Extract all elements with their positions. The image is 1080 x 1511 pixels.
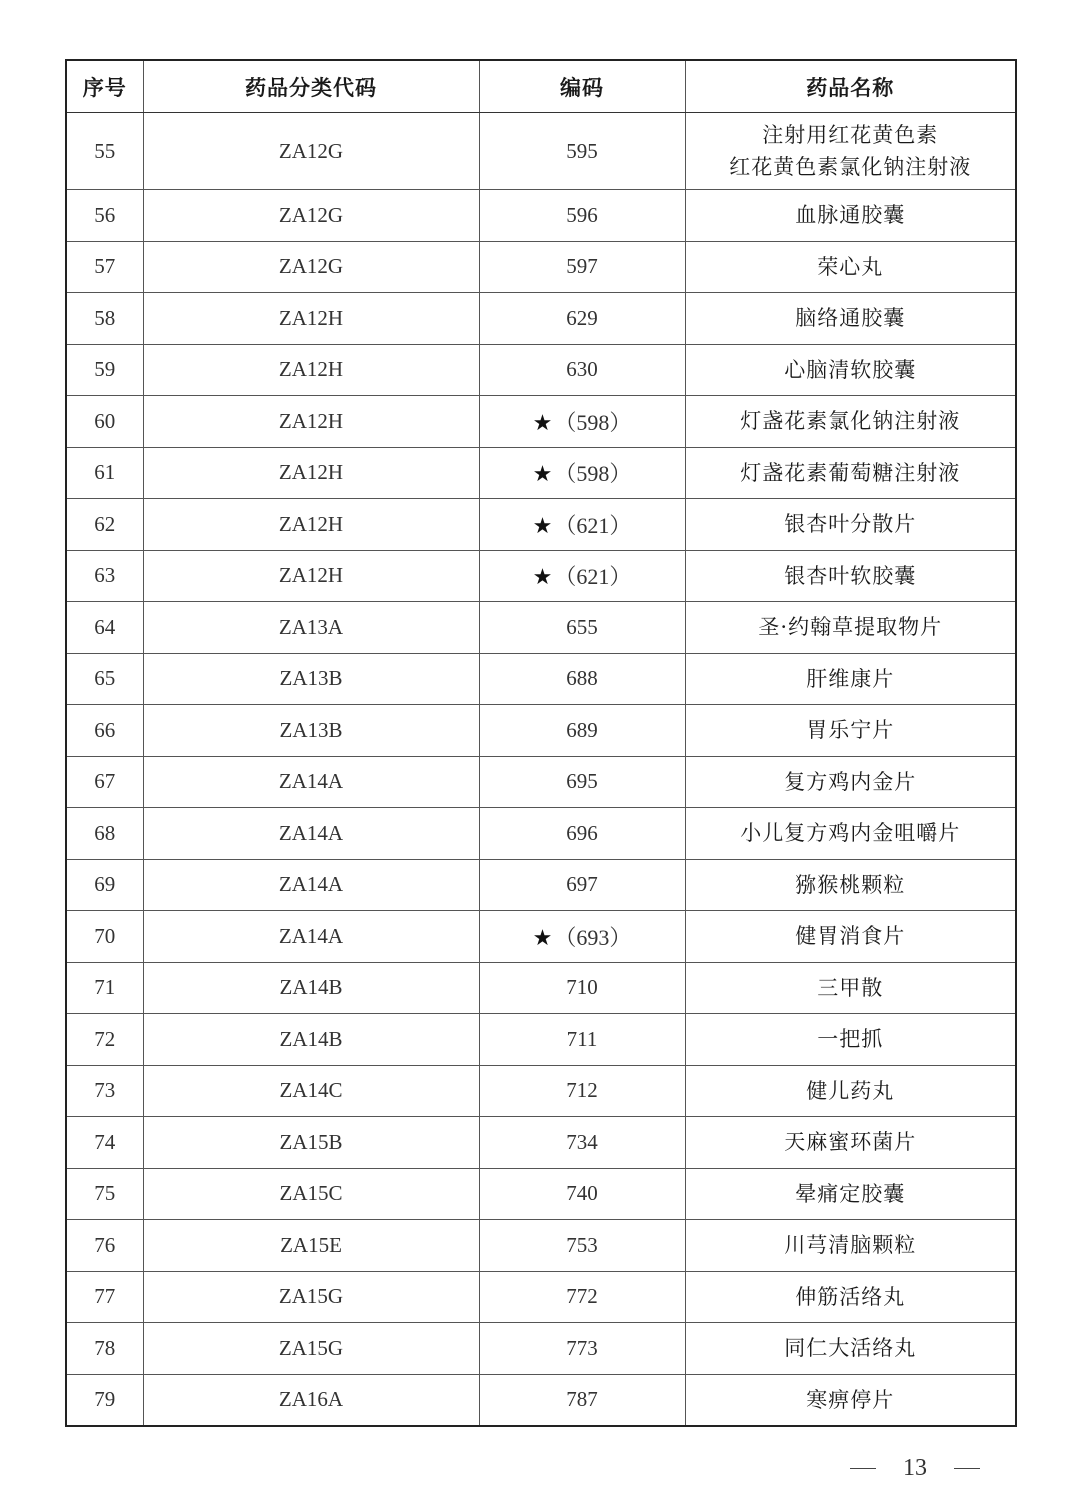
star-icon: ★ bbox=[532, 513, 553, 539]
cell-drug-name bbox=[685, 808, 1016, 860]
drug-name-line: 晕痛定胶囊 bbox=[795, 1181, 906, 1206]
drug-name-line: 天麻蜜环菌片 bbox=[784, 1130, 917, 1155]
cell-serial-number: 61 bbox=[66, 447, 143, 499]
cell-category-code: ZA15B bbox=[143, 1117, 479, 1169]
cell-drug-name bbox=[685, 1374, 1016, 1426]
table-header-row bbox=[66, 60, 1016, 113]
cell-serial-number: 64 bbox=[66, 602, 143, 654]
cell-drug-name bbox=[685, 602, 1016, 654]
right-dash bbox=[954, 1468, 980, 1469]
table-row bbox=[66, 1271, 1016, 1323]
page-number-footer bbox=[850, 1450, 980, 1486]
cell-serial-number: 78 bbox=[66, 1323, 143, 1375]
cell-code: 740 bbox=[479, 1168, 685, 1220]
cell-drug-name bbox=[685, 1065, 1016, 1117]
table-row bbox=[66, 1323, 1016, 1375]
table-row bbox=[66, 1014, 1016, 1066]
code-value: （693） bbox=[554, 924, 632, 950]
cell-drug-name bbox=[685, 550, 1016, 602]
cell-category-code: ZA15G bbox=[143, 1271, 479, 1323]
drug-name-line: 健儿药丸 bbox=[806, 1078, 895, 1103]
table-row bbox=[66, 1168, 1016, 1220]
cell-drug-name bbox=[685, 190, 1016, 242]
cell-category-code: ZA16A bbox=[143, 1374, 479, 1426]
cell-serial-number: 62 bbox=[66, 499, 143, 551]
cell-serial-number: 73 bbox=[66, 1065, 143, 1117]
drug-name-line: 脑络通胶囊 bbox=[795, 306, 906, 331]
code-value: （621） bbox=[554, 512, 632, 538]
cell-drug-name bbox=[685, 1220, 1016, 1272]
cell-code: 697 bbox=[479, 859, 685, 911]
code-value: （598） bbox=[554, 461, 632, 487]
cell-drug-name bbox=[685, 447, 1016, 499]
cell-category-code: ZA14A bbox=[143, 808, 479, 860]
cell-code bbox=[479, 550, 685, 602]
cell-category-code: ZA13B bbox=[143, 705, 479, 757]
cell-serial-number: 67 bbox=[66, 756, 143, 808]
cell-code bbox=[479, 396, 685, 448]
cell-serial-number: 68 bbox=[66, 808, 143, 860]
drug-name-line: 肝维康片 bbox=[806, 666, 895, 691]
star-icon: ★ bbox=[532, 410, 553, 436]
cell-code: 773 bbox=[479, 1323, 685, 1375]
drug-name-line: 荣心丸 bbox=[817, 254, 884, 279]
drug-name-line: 复方鸡内金片 bbox=[784, 769, 917, 794]
cell-category-code: ZA14B bbox=[143, 1014, 479, 1066]
table-row bbox=[66, 808, 1016, 860]
cell-drug-name bbox=[685, 241, 1016, 293]
cell-category-code: ZA12H bbox=[143, 447, 479, 499]
table-row bbox=[66, 241, 1016, 293]
cell-serial-number: 55 bbox=[66, 113, 143, 190]
cell-category-code: ZA14B bbox=[143, 962, 479, 1014]
table-row bbox=[66, 1117, 1016, 1169]
table-row bbox=[66, 396, 1016, 448]
page-number: 13 bbox=[903, 1454, 927, 1481]
cell-serial-number: 77 bbox=[66, 1271, 143, 1323]
drug-name-line: 圣·约翰草提取物片 bbox=[758, 615, 943, 640]
cell-drug-name bbox=[685, 705, 1016, 757]
cell-code: 695 bbox=[479, 756, 685, 808]
cell-drug-name bbox=[685, 911, 1016, 963]
cell-code: 787 bbox=[479, 1374, 685, 1426]
table-row bbox=[66, 344, 1016, 396]
table-row bbox=[66, 1374, 1016, 1426]
cell-drug-name bbox=[685, 962, 1016, 1014]
cell-code: 772 bbox=[479, 1271, 685, 1323]
drug-name-line: 川芎清脑颗粒 bbox=[784, 1233, 917, 1258]
cell-code: 734 bbox=[479, 1117, 685, 1169]
cell-category-code: ZA12H bbox=[143, 344, 479, 396]
cell-serial-number: 74 bbox=[66, 1117, 143, 1169]
cell-category-code: ZA14C bbox=[143, 1065, 479, 1117]
cell-category-code: ZA15E bbox=[143, 1220, 479, 1272]
table-body bbox=[66, 113, 1016, 1427]
cell-category-code: ZA12G bbox=[143, 241, 479, 293]
cell-code: 630 bbox=[479, 344, 685, 396]
cell-serial-number: 56 bbox=[66, 190, 143, 242]
cell-category-code: ZA12H bbox=[143, 396, 479, 448]
star-icon: ★ bbox=[532, 925, 553, 951]
cell-category-code: ZA15G bbox=[143, 1323, 479, 1375]
cell-serial-number: 79 bbox=[66, 1374, 143, 1426]
drug-name-line: 猕猴桃颗粒 bbox=[795, 872, 906, 897]
cell-serial-number: 75 bbox=[66, 1168, 143, 1220]
cell-category-code: ZA12H bbox=[143, 499, 479, 551]
drug-name-line: 血脉通胶囊 bbox=[795, 203, 906, 228]
table-row bbox=[66, 499, 1016, 551]
drug-name-line: 寒痹停片 bbox=[806, 1387, 895, 1412]
cell-drug-name bbox=[685, 113, 1016, 190]
cell-category-code: ZA12G bbox=[143, 190, 479, 242]
cell-drug-name bbox=[685, 396, 1016, 448]
drug-name-line: 注射用红花黄色素 bbox=[762, 123, 939, 147]
cell-code: 753 bbox=[479, 1220, 685, 1272]
drug-name-line: 同仁大活络丸 bbox=[784, 1336, 917, 1361]
table-row bbox=[66, 911, 1016, 963]
table-row bbox=[66, 1220, 1016, 1272]
cell-code: 595 bbox=[479, 113, 685, 190]
table-row bbox=[66, 1065, 1016, 1117]
cell-serial-number: 72 bbox=[66, 1014, 143, 1066]
cell-code: 689 bbox=[479, 705, 685, 757]
cell-serial-number: 60 bbox=[66, 396, 143, 448]
drug-name-line: 一把抓 bbox=[817, 1027, 884, 1052]
drug-table bbox=[65, 59, 1017, 1427]
table-row bbox=[66, 962, 1016, 1014]
cell-serial-number: 63 bbox=[66, 550, 143, 602]
header-drug-name: 药品名称 bbox=[685, 60, 1016, 113]
header-code: 编码 bbox=[479, 60, 685, 113]
code-value: （598） bbox=[554, 409, 632, 435]
drug-name-line: 银杏叶分散片 bbox=[784, 512, 917, 537]
cell-category-code: ZA14A bbox=[143, 911, 479, 963]
cell-category-code: ZA12G bbox=[143, 113, 479, 190]
table-row bbox=[66, 447, 1016, 499]
drug-name-line: 银杏叶软胶囊 bbox=[784, 563, 917, 588]
cell-serial-number: 65 bbox=[66, 653, 143, 705]
cell-code: 597 bbox=[479, 241, 685, 293]
cell-drug-name bbox=[685, 756, 1016, 808]
cell-code: 596 bbox=[479, 190, 685, 242]
cell-code bbox=[479, 911, 685, 963]
cell-category-code: ZA14A bbox=[143, 859, 479, 911]
cell-code: 688 bbox=[479, 653, 685, 705]
header-serial-number: 序号 bbox=[66, 60, 143, 113]
cell-code: 655 bbox=[479, 602, 685, 654]
drug-name-line: 灯盏花素氯化钠注射液 bbox=[740, 409, 961, 434]
cell-serial-number: 59 bbox=[66, 344, 143, 396]
cell-serial-number: 57 bbox=[66, 241, 143, 293]
cell-drug-name bbox=[685, 859, 1016, 911]
cell-code bbox=[479, 499, 685, 551]
star-icon: ★ bbox=[532, 462, 553, 488]
drug-name-line: 胃乐宁片 bbox=[806, 718, 895, 743]
cell-drug-name bbox=[685, 1271, 1016, 1323]
drug-name-line: 健胃消食片 bbox=[795, 924, 906, 949]
cell-serial-number: 58 bbox=[66, 293, 143, 345]
drug-name-line: 心脑清软胶囊 bbox=[784, 357, 917, 382]
cell-drug-name bbox=[685, 344, 1016, 396]
table-row bbox=[66, 756, 1016, 808]
cell-category-code: ZA14A bbox=[143, 756, 479, 808]
cell-code: 629 bbox=[479, 293, 685, 345]
star-icon: ★ bbox=[532, 565, 553, 591]
cell-drug-name bbox=[685, 1117, 1016, 1169]
drug-name-line: 红花黄色素氯化钠注射液 bbox=[729, 155, 972, 179]
cell-code bbox=[479, 447, 685, 499]
cell-serial-number: 66 bbox=[66, 705, 143, 757]
cell-drug-name bbox=[685, 293, 1016, 345]
table-row bbox=[66, 293, 1016, 345]
table-row bbox=[66, 190, 1016, 242]
cell-drug-name bbox=[685, 653, 1016, 705]
cell-category-code: ZA12H bbox=[143, 293, 479, 345]
cell-code: 711 bbox=[479, 1014, 685, 1066]
table-row bbox=[66, 550, 1016, 602]
cell-category-code: ZA13B bbox=[143, 653, 479, 705]
drug-name-line: 三甲散 bbox=[817, 975, 884, 1000]
cell-drug-name bbox=[685, 499, 1016, 551]
table-row bbox=[66, 705, 1016, 757]
cell-category-code: ZA13A bbox=[143, 602, 479, 654]
cell-category-code: ZA15C bbox=[143, 1168, 479, 1220]
cell-drug-name bbox=[685, 1014, 1016, 1066]
table-row bbox=[66, 113, 1016, 190]
code-value: （621） bbox=[554, 564, 632, 590]
cell-code: 712 bbox=[479, 1065, 685, 1117]
cell-serial-number: 76 bbox=[66, 1220, 143, 1272]
table-row bbox=[66, 859, 1016, 911]
drug-name-line: 伸筋活络丸 bbox=[795, 1284, 906, 1309]
header-category-code: 药品分类代码 bbox=[143, 60, 479, 113]
cell-drug-name bbox=[685, 1323, 1016, 1375]
cell-serial-number: 69 bbox=[66, 859, 143, 911]
cell-code: 696 bbox=[479, 808, 685, 860]
cell-serial-number: 71 bbox=[66, 962, 143, 1014]
left-dash bbox=[850, 1468, 876, 1469]
cell-code: 710 bbox=[479, 962, 685, 1014]
cell-serial-number: 70 bbox=[66, 911, 143, 963]
table-row bbox=[66, 602, 1016, 654]
cell-drug-name bbox=[685, 1168, 1016, 1220]
drug-name-line: 小儿复方鸡内金咀嚼片 bbox=[740, 821, 961, 846]
cell-category-code: ZA12H bbox=[143, 550, 479, 602]
table-row bbox=[66, 653, 1016, 705]
drug-name-line: 灯盏花素葡萄糖注射液 bbox=[740, 460, 961, 485]
